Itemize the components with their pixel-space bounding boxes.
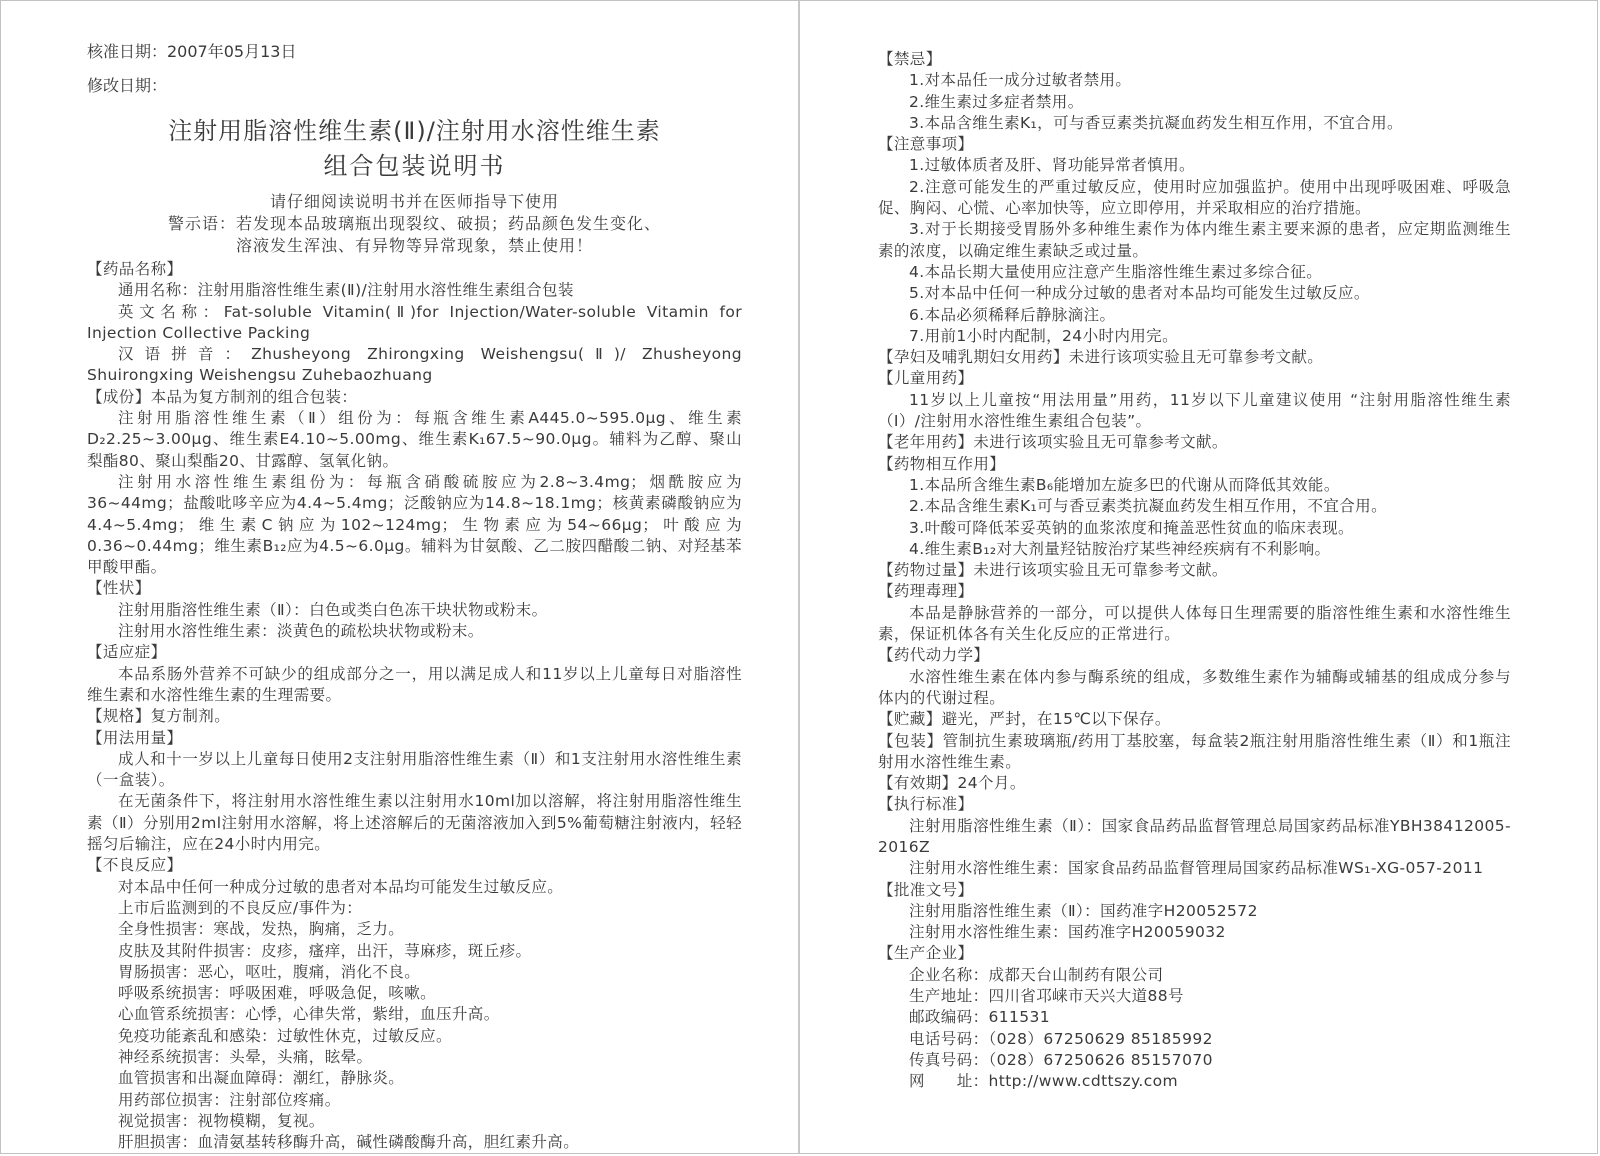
paragraph: 【用法用量】 xyxy=(87,728,183,747)
paragraph: 在无菌条件下，将注射用水溶性维生素以注射用水10ml加以溶解，将注射用脂溶性维生素（Ⅱ）分别用2ml注射用水溶解，将上述溶解后的无菌溶液加入到5%葡萄糖注射液内，轻轻摇匀后输注，应在24小时内用完。 xyxy=(87,792,742,854)
paragraph: 邮政编码：611531 xyxy=(909,1008,1051,1027)
paragraph: 免疫功能紊乱和感染：过敏性休克，过敏反应。 xyxy=(118,1026,452,1045)
read-notice: 请仔细阅读说明书并在医师指导下使用 xyxy=(269,192,559,211)
paragraph: 【儿童用药】 xyxy=(878,369,974,388)
paragraph: 【生产企业】 xyxy=(878,944,974,963)
paragraph: 【包装】管制抗生素玻璃瓶/药用丁基胶塞，每盒装2瓶注射用脂溶性维生素（Ⅱ）和1瓶注射用水溶性维生素。 xyxy=(878,731,1511,771)
paragraph: 5.对本品中任何一种成分过敏的患者对本品均可能发生过敏反应。 xyxy=(909,284,1370,303)
paragraph: 4.本品长期大量使用应注意产生脂溶性维生素过多综合征。 xyxy=(909,262,1323,281)
paragraph: 成人和十一岁以上儿童每日使用2支注射用脂溶性维生素（Ⅱ）和1支注射用水溶性维生素（一盒装）。 xyxy=(87,749,742,790)
paragraph: 【药品名称】 xyxy=(87,260,183,278)
paragraph: 网 址：http://www.cdttszy.com xyxy=(909,1072,1179,1091)
paragraph: 全身性损害：寒战，发热，胸痛，乏力。 xyxy=(118,920,405,939)
paragraph: 企业名称：成都天台山制药有限公司 xyxy=(909,965,1164,984)
paragraph: 3.叶酸可降低苯妥英钠的血浆浓度和掩盖恶性贫血的临床表现。 xyxy=(909,518,1354,537)
paragraph: 【适应症】 xyxy=(87,643,167,662)
page-left xyxy=(1,1,800,1153)
paragraph: 1.过敏体质者及肝、肾功能异常者慎用。 xyxy=(909,156,1195,175)
paragraph: 2.本品含维生素K₁可与香豆素类抗凝血药发生相互作用，不宜合用。 xyxy=(909,497,1387,516)
paragraph: 胃肠损害：恶心，呕吐，腹痛，消化不良。 xyxy=(118,962,421,981)
left-page-body xyxy=(87,259,742,1153)
approval-date: 核准日期：2007年05月13日 xyxy=(87,42,297,61)
paragraph: 注射用水溶性维生素：淡黄色的疏松块状物或粉末。 xyxy=(118,622,484,641)
paragraph: 生产地址：四川省邛崃市天兴大道88号 xyxy=(909,987,1184,1006)
paragraph: 注射用脂溶性维生素（Ⅱ）：白色或类白色冻干块状物或粉末。 xyxy=(118,600,548,619)
paragraph: 3.本品含维生素K₁，可与香豆素类抗凝血药发生相互作用，不宜合用。 xyxy=(909,113,1403,132)
paragraph: 【注意事项】 xyxy=(878,135,974,154)
paragraph: 【药理毒理】 xyxy=(878,582,974,601)
paragraph: 皮肤及其附件损害：皮疹，瘙痒，出汗，荨麻疹，斑丘疹。 xyxy=(118,941,532,960)
document-title-line2: 组合包装说明书 xyxy=(323,152,506,180)
paragraph: 【禁忌】 xyxy=(878,50,942,68)
paragraph: 水溶性维生素在体内参与酶系统的组成，多数维生素作为辅酶或辅基的组成成分参与体内的代谢过程。 xyxy=(878,667,1511,707)
paragraph: 1.对本品任一成分过敏者禁用。 xyxy=(909,71,1132,90)
paragraph: 视觉损害：视物模糊，复视。 xyxy=(118,1111,325,1130)
paragraph: 3.对于长期接受胃肠外多种维生素作为体内维生素主要来源的患者，应定期监测维生素的浓度，以确定维生素缺乏或过量。 xyxy=(878,220,1511,260)
page-right xyxy=(800,1,1597,1153)
paragraph: 肝胆损害：血清氨基转移酶升高，碱性磷酸酶升高，胆红素升高。 xyxy=(118,1133,580,1152)
paragraph: 2.维生素过多症者禁用。 xyxy=(909,92,1084,111)
warning-line2: 溶液发生浑浊、有异物等异常现象，禁止使用！ xyxy=(235,236,593,255)
paragraph: 对本品中任何一种成分过敏的患者对本品均可能发生过敏反应。 xyxy=(118,877,564,896)
paragraph: 【药代动力学】 xyxy=(878,646,990,665)
right-page-body xyxy=(878,49,1511,1093)
paragraph: 注射用脂溶性维生素（Ⅱ）：国药准字H20052572 xyxy=(909,901,1258,920)
paragraph: 【批准文号】 xyxy=(878,880,974,899)
paragraph: 4.维生素B₁₂对大剂量羟钴胺治疗某些神经疾病有不利影响。 xyxy=(909,539,1331,558)
paragraph: 1.本品所含维生素B₆能增加左旋多巴的代谢从而降低其效能。 xyxy=(909,475,1340,494)
paragraph: 汉语拼音：Zhusheyong Zhirongxing Weishengsu(Ⅱ)/ Zhusheyong Shuirongxing Weishengsu Zuhebaozhuang xyxy=(87,345,742,385)
paragraph: 血管损害和出凝血障碍：潮红，静脉炎。 xyxy=(118,1069,405,1088)
paragraph: 神经系统损害：头晕，头痛，眩晕。 xyxy=(118,1047,373,1066)
paragraph: 7.用前1小时内配制，24小时内用完。 xyxy=(909,326,1178,345)
paragraph: 【有效期】24个月。 xyxy=(878,774,1026,793)
paragraph: 呼吸系统损害：呼吸困难，呼吸急促，咳嗽。 xyxy=(118,984,437,1003)
paragraph: 6.本品必须稀释后静脉滴注。 xyxy=(909,305,1116,324)
warning-line1: 警示语：若发现本品玻璃瓶出现裂纹、破损；药品颜色发生变化、 xyxy=(167,214,661,233)
paragraph: 注射用水溶性维生素组份为：每瓶含硝酸硫胺应为2.8~3.4mg；烟酰胺应为36~44mg；盐酸吡哆辛应为4.4~5.4mg；泛酸钠应为14.8~18.1mg；核黄素磷酸钠应为4.4~5.4mg；维生素C钠应为102~124mg；生物素应为54~66μg；叶酸应为0.36~0.44mg；维生素B₁₂应为4.5~6.0μg。辅料为甘氨酸、乙二胺四醋酸二钠、对羟基苯甲酸甲酯。 xyxy=(87,472,742,577)
document-title-line1: 注射用脂溶性维生素(Ⅱ)/注射用水溶性维生素 xyxy=(168,117,661,145)
paragraph: 电话号码：（028）67250629 85185992 xyxy=(909,1029,1213,1048)
paragraph: 通用名称：注射用脂溶性维生素(Ⅱ)/注射用水溶性维生素组合包装 xyxy=(118,281,574,300)
paragraph: 【老年用药】未进行该项实验且无可靠参考文献。 xyxy=(878,433,1228,452)
paragraph: 用药部位损害：注射部位疼痛。 xyxy=(118,1090,341,1109)
paragraph: 【成份】本品为复方制剂的组合包装： xyxy=(87,387,358,406)
paragraph: 心血管系统损害：心悸，心律失常，紫绀，血压升高。 xyxy=(118,1005,500,1024)
paragraph: 本品系肠外营养不可缺少的组成部分之一，用以满足成人和11岁以上儿童每日对脂溶性维生素和水溶性维生素的生理需要。 xyxy=(87,664,742,704)
paragraph: 本品是静脉营养的一部分，可以提供人体每日生理需要的脂溶性维生素和水溶性维生素，保证机体各有关生化反应的正常进行。 xyxy=(878,603,1511,644)
paragraph: 上市后监测到的不良反应/事件为： xyxy=(118,898,363,917)
paragraph: 【贮藏】避光，严封，在15℃以下保存。 xyxy=(878,710,1171,729)
paragraph: 英文名称：Fat-soluble Vitamin(Ⅱ)for Injection/Water-soluble Vitamin for Injection Collective Packing xyxy=(87,302,742,342)
paragraph: 2.注意可能发生的严重过敏反应，使用时应加强监护。使用中出现呼吸困难、呼吸急促、胸闷、心慌、心率加快等，应立即停用，并采取相应的治疗措施。 xyxy=(878,177,1511,218)
paragraph: 【药物相互作用】 xyxy=(878,454,1006,473)
paragraph: 【执行标准】 xyxy=(878,795,974,814)
revision-date: 修改日期： xyxy=(87,76,168,95)
paragraph: 传真号码：（028）67250626 85157070 xyxy=(909,1050,1213,1069)
paragraph: 注射用水溶性维生素：国药准字H20059032 xyxy=(909,923,1226,942)
paragraph: 【孕妇及哺乳期妇女用药】未进行该项实验且无可靠参考文献。 xyxy=(878,348,1324,367)
paragraph: 注射用脂溶性维生素（Ⅱ）组份为：每瓶含维生素A445.0~595.0μg、维生素D₂2.25~3.00μg、维生素E4.10~5.00mg、维生素K₁67.5~90.0μg。辅料为乙醇、聚山梨酯80、聚山梨酯20、甘露醇、氢氧化钠。 xyxy=(87,409,742,470)
paragraph: 11岁以上儿童按“用法用量”用药，11岁以下儿童建议使用 “注射用脂溶性维生素（Ⅰ）/注射用水溶性维生素组合包装”。 xyxy=(878,390,1511,431)
paragraph: 【药物过量】未进行该项实验且无可靠参考文献。 xyxy=(878,561,1228,580)
paragraph: 注射用水溶性维生素：国家食品药品监督管理局国家药品标准WS₁-XG-057-2011 xyxy=(909,859,1484,878)
paragraph: 【不良反应】 xyxy=(87,856,183,875)
paragraph: 注射用脂溶性维生素（Ⅱ）：国家食品药品监督管理总局国家药品标准YBH38412005-2016Z xyxy=(878,816,1511,856)
paragraph: 【性状】 xyxy=(87,579,151,598)
paragraph: 【规格】复方制剂。 xyxy=(87,707,231,726)
